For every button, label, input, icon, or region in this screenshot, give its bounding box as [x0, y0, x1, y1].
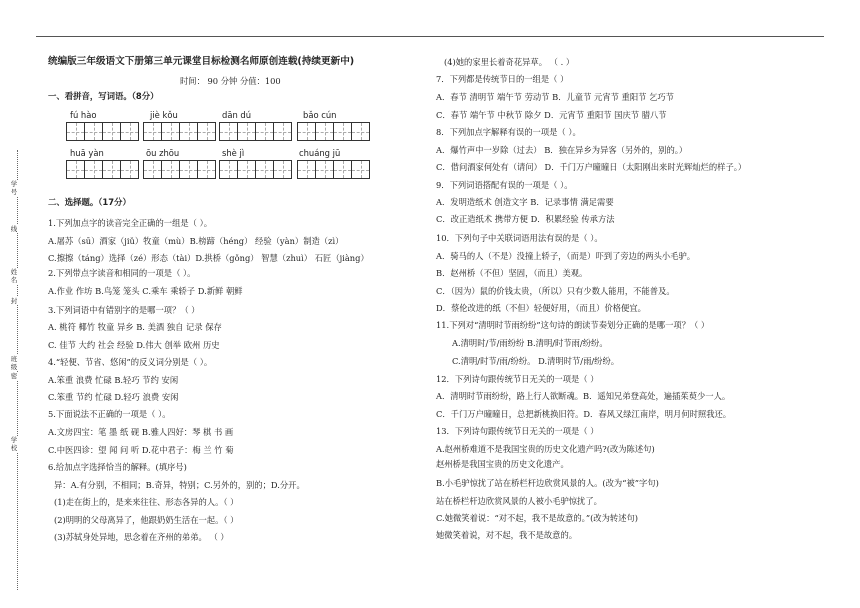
question-line: C.她微笑着说：“对不起，我不是故意的。”(改为转述句) [436, 513, 639, 523]
section-2-heading: 二、选择题。（17分） [48, 197, 131, 207]
question-line: 9．下列词语搭配有误的一项是（ ）。 [436, 180, 573, 190]
section-1-heading: 一、看拼音，写词语。（8分） [48, 91, 159, 101]
question-line: A.文房四宝：笔 墨 纸 砚 B.雅人四好：琴 棋 书 画 [48, 427, 234, 437]
question-line: C．改正造纸术 携带方便 D．积累经验 传承方法 [436, 214, 615, 224]
side-label-seal: 封 [10, 297, 18, 305]
side-label-student-id: 学号 [10, 180, 18, 196]
side-label-class: 班级 [10, 355, 18, 371]
question-line: A.屠苏（sū）酒家（jiǔ）牧童（mù）B.榜蹄（héng） 经验（yàn）制造（zì） [48, 236, 344, 246]
question-line: 站在桥栏杆边欣赏风景的人被小毛驴惊扰了。 [436, 496, 602, 506]
writing-box-8[interactable] [297, 160, 369, 179]
question-line: 12．下列诗句跟传统节日无关的一项是（ ） [436, 374, 599, 384]
writing-box-1[interactable] [66, 122, 138, 141]
pinyin-label: chuáng jū [299, 148, 341, 158]
question-line: C．借问酒家何处有（请问） D．千门万户曈曈日（太阳刚出来时光辉灿烂的样子。） [436, 162, 747, 172]
question-line: 她微笑着说，对不起，我不是故意的。 [436, 530, 578, 540]
question-line: A．清明时节雨纷纷，路上行人欲断魂。B．遥知兄弟登高处，遍插茱萸少一人。 [436, 391, 731, 401]
question-line: 13．下列诗句跟传统节日无关的一项是（ ） [436, 426, 599, 436]
question-line: A.笨重 浪费 忙碌 B.轻巧 节约 安闲 [48, 375, 179, 385]
question-line: C．春节 端午节 中秋节 除夕 D．元宵节 重阳节 国庆节 腊八节 [436, 110, 667, 120]
question-line: C．（因为）鼠的价钱太贵，（所以）只有少数人能用，不能普及。 [436, 286, 675, 296]
exam-meta: 时间： 90 分钟 分值：100 [180, 76, 281, 86]
question-line: 5.下面说法不正确的一项是（ ）。 [48, 409, 171, 419]
question-line: (2)明明的父母离异了，他跟奶奶生活在一起。（ ） [54, 515, 239, 525]
pinyin-label: huā yàn [70, 148, 104, 158]
question-line: B．赵州桥（不但）坚固，（而且）美观。 [436, 268, 588, 278]
side-label-secret: 密 [10, 372, 18, 380]
question-line: C.笨重 节约 忙碌 D.轻巧 浪费 安闲 [48, 392, 179, 402]
writing-box-7[interactable] [219, 160, 291, 179]
writing-box-4[interactable] [297, 122, 369, 141]
question-line: 异：A.有分别，不相同；B.奇异，特别；C.另外的，别的；D.分开。 [54, 480, 305, 490]
question-line: (4)她的家里长着奇花异草。 （ . ） [444, 57, 575, 67]
pinyin-label: dān dú [222, 110, 252, 120]
question-line: 3.下列词语中有错别字的是哪一项？（ ） [48, 305, 200, 315]
top-rule [36, 36, 824, 37]
question-line: 10．下列句子中关联词语用法有误的是（ ）。 [436, 233, 603, 243]
question-line: A.清明时/节/雨纷纷 B.清明/时节雨/纷纷。 [452, 338, 608, 348]
writing-box-3[interactable] [219, 122, 291, 141]
question-line: (1)走在街上的，是来来往往、形态各异的人。（ ） [54, 497, 239, 507]
question-line: 8．下列加点字解释有误的一项是（ ）。 [436, 127, 581, 137]
question-line: C.清明/时节/雨/纷纷。 D.清明时节/雨/纷纷。 [452, 356, 620, 366]
question-line: 2.下列带点字读音和相同的一项是（ ）。 [48, 268, 196, 278]
question-line: C．千门万户曈曈日，总把新桃换旧符。D．春风又绿江南岸，明月何时照我还。 [436, 409, 732, 419]
pinyin-label: bǎo cún [303, 110, 337, 120]
side-label-name: 姓名 [10, 268, 18, 284]
writing-box-6[interactable] [143, 160, 215, 179]
question-line: A．骑马的人（不是）没撞上轿子，（而是）吓到了旁边的两头小毛驴。 [436, 251, 696, 261]
question-line: C.中医四诊：望 闻 问 听 D.花中君子：梅 兰 竹 菊 [48, 445, 234, 455]
question-line: C. 佳节 大约 社会 经验 D.伟大 创举 欧州 历史 [48, 340, 220, 350]
question-line: A．爆竹声中一岁除（过去） B．独在异乡为异客（另外的，别的。） [436, 145, 688, 155]
question-line: A．发明造纸术 创造文字 B．记录事情 满足需要 [436, 197, 614, 207]
pinyin-label: fú hào [70, 110, 97, 120]
pinyin-label: ōu zhōu [146, 148, 180, 158]
question-line: (3)苏轼身处异地，思念着在齐州的弟弟。 （ ） [54, 532, 229, 542]
question-line: 赵州桥是我国宝贵的历史文化遗产。 [436, 459, 569, 469]
question-line: A．春节 清明节 端午节 劳动节 B．儿童节 元宵节 重阳节 乞巧节 [436, 92, 674, 102]
page-title: 统编版三年级语文下册第三单元课堂目标检测名师原创连载(持续更新中) [48, 56, 355, 67]
side-label-school: 学校 [10, 436, 18, 452]
pinyin-label: jiè kǒu [150, 110, 178, 120]
question-line: A. 桃符 椰竹 牧童 异乡 B. 美酒 独自 记录 保存 [48, 322, 222, 332]
question-line: 4.“轻便、节省、悠闲”的反义词分别是（ ）。 [48, 357, 213, 367]
question-line: 11.下列对“清明时节雨纷纷”这句诗的朗读节奏划分正确的是哪一项？（ ） [436, 320, 710, 330]
question-line: 6.给加点字选择恰当的解释。(填序号) [48, 462, 187, 472]
question-line: 7．下列都是传统节日的一组是（ ） [436, 74, 569, 84]
pinyin-label: shè jì [222, 148, 245, 158]
question-line: B.小毛驴惊扰了站在桥栏杆边欣赏风景的人。(改为“被”字句) [436, 478, 659, 488]
writing-box-5[interactable] [66, 160, 138, 179]
question-line: D．蔡伦改进的纸（不但）轻便好用，（而且）价格便宜。 [436, 303, 646, 313]
question-line: A.赵州桥难道不是我国宝贵的历史文化遗产吗?(改为陈述句) [436, 444, 655, 454]
question-line: A.作业 作坊 B.鸟笼 笼头 C.乘车 乘轿子 D.新鲜 朝鲜 [48, 286, 243, 296]
question-line: C.擦擦（táng）选择（zé）形态（tài）D.拱桥（gǒng） 智慧（zhuì） 石匠（jiàng） [48, 253, 369, 263]
writing-box-2[interactable] [143, 122, 215, 141]
question-line: 1.下列加点字的读音完全正确的一组是（ ）。 [48, 218, 213, 228]
side-label-line: 线 [10, 225, 18, 233]
